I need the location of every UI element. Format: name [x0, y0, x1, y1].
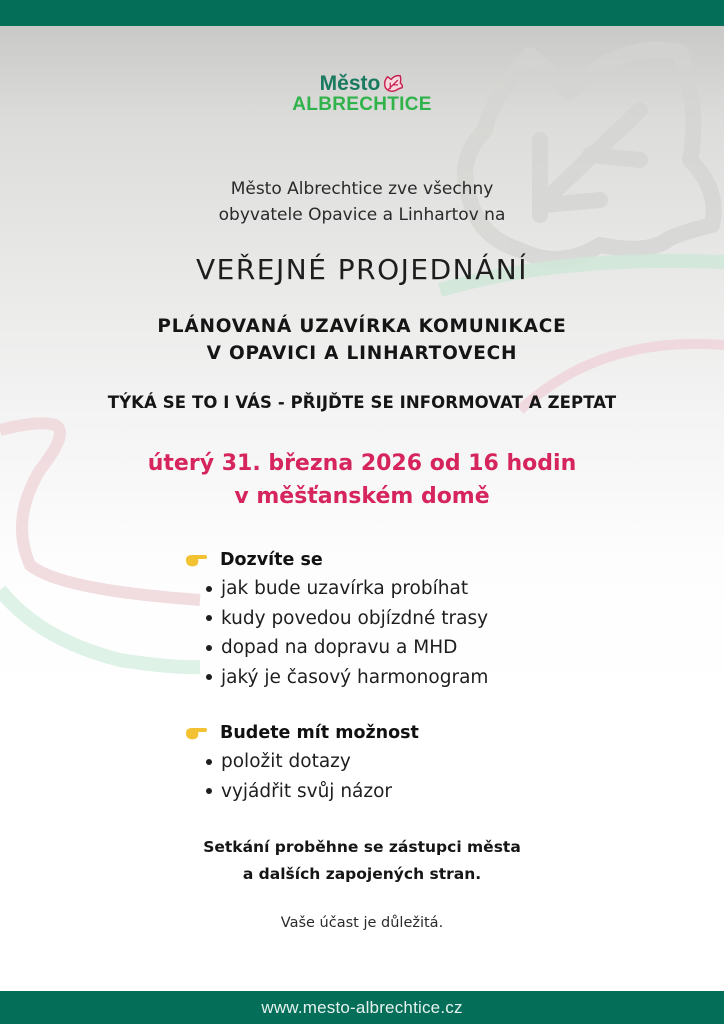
bullet-list	[184, 747, 419, 806]
event-date: úterý 31. března 2026 od 16 hodin	[147, 451, 577, 476]
maple-leaf-icon	[382, 74, 404, 94]
page-title: VEŘEJNÉ PROJEDNÁNÍ	[196, 253, 528, 286]
closing-line-1: Setkání proběhne se zástupci města	[203, 838, 521, 856]
section-opportunity	[184, 719, 419, 806]
bullet-icon	[206, 759, 212, 765]
section-heading	[184, 546, 488, 574]
intro-text	[0, 176, 724, 228]
list-item-text: jak bude uzavírka probíhat	[221, 578, 469, 599]
closing-note: Vaše účast je důležitá.	[280, 915, 444, 931]
bullet-icon	[206, 615, 212, 621]
bullet-icon	[206, 586, 212, 592]
list-item	[206, 633, 488, 663]
bullet-icon	[206, 674, 212, 680]
section-learn	[184, 546, 488, 692]
list-item	[206, 663, 488, 693]
website-link[interactable]: www.mesto-albrechtice.cz	[261, 997, 463, 1017]
list-item-text: dopad na dopravu a MHD	[221, 637, 458, 658]
subtitle-line-1: PLÁNOVANÁ UZAVÍRKA KOMUNIKACE	[157, 316, 567, 337]
closing-line-2: a dalších zapojených stran.	[242, 865, 482, 883]
subtitle-line-2: V OPAVICI A LINHARTOVECH	[206, 343, 518, 364]
list-item	[206, 574, 488, 604]
intro-line-2: obyvatele Opavice a Linhartov na	[218, 205, 506, 225]
list-item-text: kudy povedou objízdné trasy	[221, 607, 489, 629]
event-location: v měšťanském domě	[234, 484, 490, 509]
event-date-location	[0, 447, 724, 513]
intro-line-1: Město Albrechtice zve všechny	[230, 179, 494, 199]
list-item-text: položit dotazy	[221, 751, 351, 772]
section-heading-text: Dozvíte se	[220, 550, 323, 570]
list-item	[206, 747, 419, 777]
logo-text-albrechtice: ALBRECHTICE	[292, 94, 432, 115]
closing-statement	[0, 834, 724, 888]
city-logo	[0, 74, 724, 116]
footer-bar	[0, 991, 724, 1024]
bullet-icon	[206, 645, 212, 651]
pointing-hand-icon	[184, 725, 208, 741]
logo-text-mesto: Město	[319, 72, 381, 95]
section-heading	[184, 719, 419, 747]
tagline: TÝKÁ SE TO I VÁS - PŘIJĎTE SE INFORMOVAT A ZEPTAT	[107, 393, 617, 412]
section-heading-text: Budete mít možnost	[220, 723, 419, 743]
pointing-hand-icon	[184, 552, 208, 568]
list-item	[206, 604, 488, 634]
list-item-text: jaký je časový harmonogram	[221, 666, 489, 688]
top-brand-bar	[0, 0, 724, 26]
list-item	[206, 777, 419, 807]
subtitle	[0, 313, 724, 367]
bullet-icon	[206, 788, 212, 794]
list-item-text: vyjádřit svůj názor	[221, 780, 393, 802]
bullet-list	[184, 574, 488, 692]
